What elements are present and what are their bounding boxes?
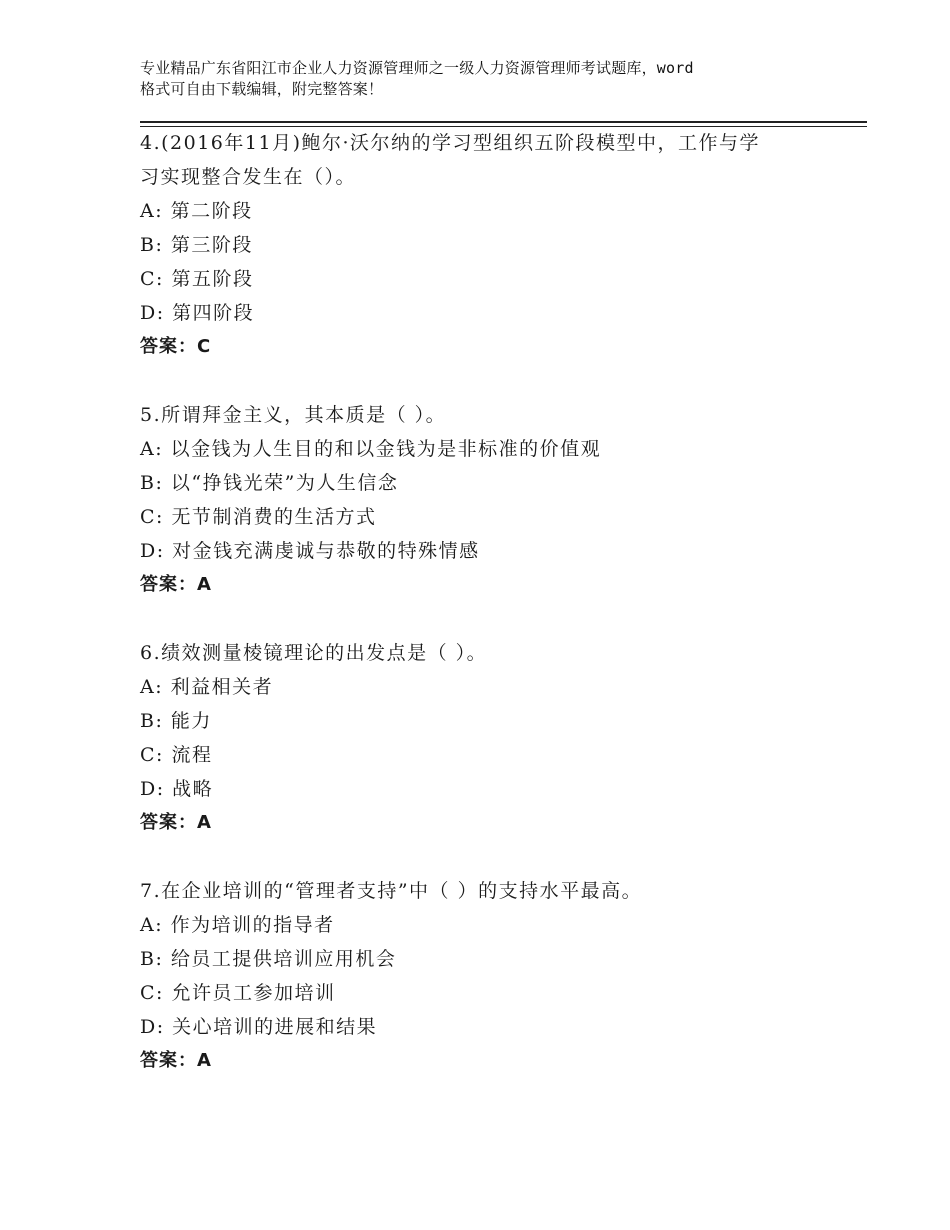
question-5 bbox=[140, 398, 820, 602]
answer-label: 答案：A bbox=[140, 574, 212, 595]
question-stem-line: 习实现整合发生在（）。 bbox=[140, 166, 357, 188]
option-a: A: 作为培训的指导者 bbox=[140, 914, 335, 936]
option-b: B: 第三阶段 bbox=[140, 234, 253, 256]
question-stem bbox=[140, 126, 820, 194]
answer-label: 答案：A bbox=[140, 812, 212, 833]
answer-label: 答案：A bbox=[140, 1050, 212, 1071]
question-stem: 5.所谓拜金主义，其本质是（ ）。 bbox=[140, 404, 447, 426]
answer-label: 答案：C bbox=[140, 336, 212, 357]
option-a: A: 第二阶段 bbox=[140, 200, 253, 222]
question-7 bbox=[140, 874, 820, 1078]
option-a: A: 利益相关者 bbox=[140, 676, 274, 698]
question-stem: 6.绩效测量棱镜理论的出发点是（ ）。 bbox=[140, 642, 488, 664]
question-stem: 7.在企业培训的“管理者支持”中（ ）的支持水平最高。 bbox=[140, 880, 643, 902]
option-d: D: 战略 bbox=[140, 778, 214, 800]
document-header bbox=[140, 58, 840, 100]
option-b: B: 以“挣钱光荣”为人生信念 bbox=[140, 472, 399, 494]
option-d: D: 第四阶段 bbox=[140, 302, 255, 324]
option-d: D: 对金钱充满虔诚与恭敬的特殊情感 bbox=[140, 540, 480, 562]
option-d: D: 关心培训的进展和结果 bbox=[140, 1016, 378, 1038]
option-b: B: 给员工提供培训应用机会 bbox=[140, 948, 397, 970]
header-divider-thick bbox=[140, 121, 867, 123]
option-c: C: 无节制消费的生活方式 bbox=[140, 506, 377, 528]
question-stem-line: 4.(2016年11月)鲍尔·沃尔纳的学习型组织五阶段模型中，工作与学 bbox=[140, 132, 761, 154]
option-a: A: 以金钱为人生目的和以金钱为是非标准的价值观 bbox=[140, 438, 602, 460]
question-list bbox=[140, 126, 820, 1112]
option-b: B: 能力 bbox=[140, 710, 212, 732]
option-c: C: 流程 bbox=[140, 744, 213, 766]
option-c: C: 第五阶段 bbox=[140, 268, 254, 290]
question-4 bbox=[140, 126, 820, 364]
question-6 bbox=[140, 636, 820, 840]
header-line-2: 格式可自由下载编辑，附完整答案！ bbox=[140, 80, 384, 98]
header-line-1: 专业精品广东省阳江市企业人力资源管理师之一级人力资源管理师考试题库，word bbox=[140, 59, 694, 77]
option-c: C: 允许员工参加培训 bbox=[140, 982, 336, 1004]
